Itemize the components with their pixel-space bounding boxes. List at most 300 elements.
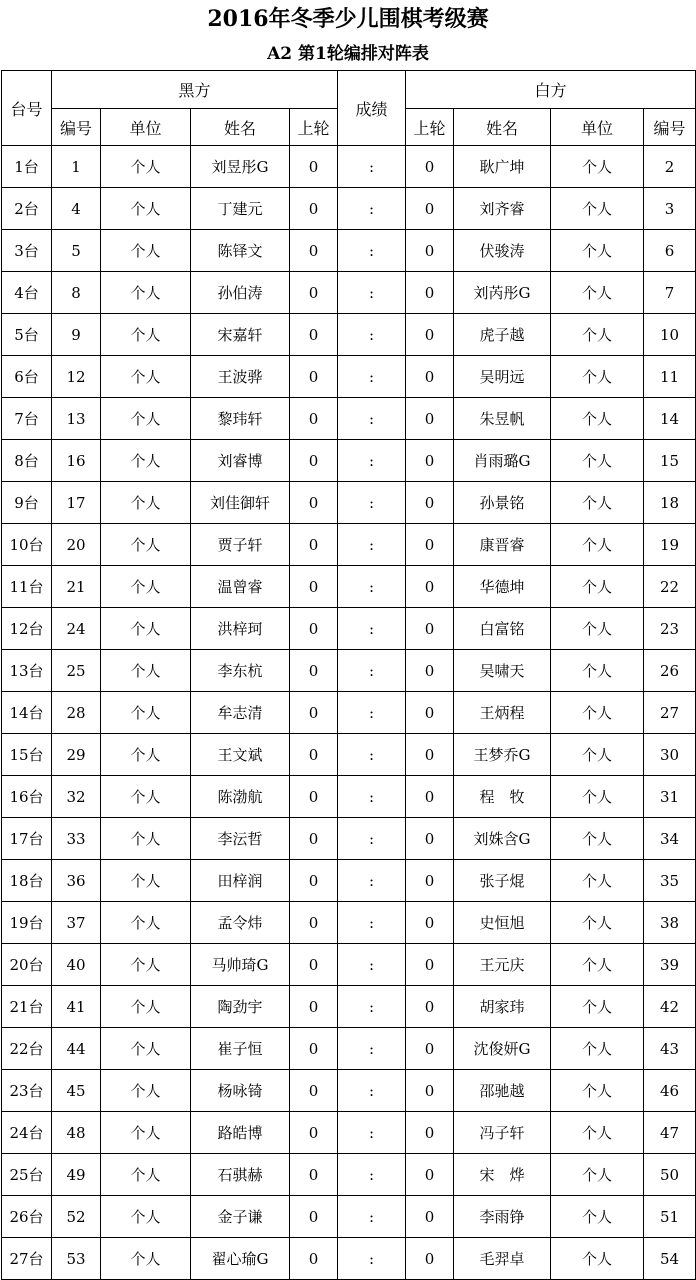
cell-table-no: 22台 xyxy=(2,1028,52,1070)
cell-black-num: 1 xyxy=(52,146,101,188)
cell-table-no: 2台 xyxy=(2,188,52,230)
cell-white-unit: 个人 xyxy=(551,692,644,734)
cell-result: : xyxy=(338,230,406,272)
table-row xyxy=(2,1070,696,1112)
table-row xyxy=(2,944,696,986)
cell-black-prev: 0 xyxy=(290,314,338,356)
cell-result: : xyxy=(338,944,406,986)
cell-white-num: 10 xyxy=(644,314,696,356)
cell-black-name: 刘昱彤G xyxy=(191,146,290,188)
col-black-prev: 上轮 xyxy=(290,109,338,146)
cell-white-unit: 个人 xyxy=(551,650,644,692)
cell-white-num: 7 xyxy=(644,272,696,314)
col-white-unit: 单位 xyxy=(551,109,644,146)
cell-result: : xyxy=(338,1238,406,1280)
cell-black-name: 温曾睿 xyxy=(191,566,290,608)
table-row xyxy=(2,230,696,272)
cell-white-name: 史恒旭 xyxy=(454,902,551,944)
col-white: 白方 xyxy=(406,71,696,109)
cell-black-unit: 个人 xyxy=(101,440,191,482)
cell-white-name: 刘芮彤G xyxy=(454,272,551,314)
cell-black-prev: 0 xyxy=(290,1238,338,1280)
cell-white-prev: 0 xyxy=(406,902,454,944)
cell-white-prev: 0 xyxy=(406,356,454,398)
cell-black-num: 21 xyxy=(52,566,101,608)
cell-black-prev: 0 xyxy=(290,860,338,902)
cell-white-num: 50 xyxy=(644,1154,696,1196)
table-row xyxy=(2,902,696,944)
col-white-name: 姓名 xyxy=(454,109,551,146)
cell-black-prev: 0 xyxy=(290,902,338,944)
cell-white-unit: 个人 xyxy=(551,734,644,776)
cell-table-no: 26台 xyxy=(2,1196,52,1238)
cell-black-name: 李沄哲 xyxy=(191,818,290,860)
cell-black-prev: 0 xyxy=(290,1112,338,1154)
cell-result: : xyxy=(338,566,406,608)
cell-table-no: 4台 xyxy=(2,272,52,314)
cell-white-prev: 0 xyxy=(406,944,454,986)
cell-black-num: 37 xyxy=(52,902,101,944)
cell-white-name: 沈俊妍G xyxy=(454,1028,551,1070)
cell-white-prev: 0 xyxy=(406,1028,454,1070)
col-white-prev: 上轮 xyxy=(406,109,454,146)
table-row xyxy=(2,356,696,398)
cell-black-name: 路皓博 xyxy=(191,1112,290,1154)
cell-black-name: 翟心瑜G xyxy=(191,1238,290,1280)
cell-white-unit: 个人 xyxy=(551,1112,644,1154)
cell-white-unit: 个人 xyxy=(551,986,644,1028)
cell-black-prev: 0 xyxy=(290,608,338,650)
cell-result: : xyxy=(338,1196,406,1238)
cell-white-name: 程 牧 xyxy=(454,776,551,818)
cell-black-name: 宋嘉轩 xyxy=(191,314,290,356)
cell-table-no: 9台 xyxy=(2,482,52,524)
table-row xyxy=(2,524,696,566)
cell-table-no: 14台 xyxy=(2,692,52,734)
cell-black-unit: 个人 xyxy=(101,860,191,902)
col-table-no: 台号 xyxy=(2,71,52,146)
cell-white-num: 3 xyxy=(644,188,696,230)
cell-black-num: 13 xyxy=(52,398,101,440)
table-row xyxy=(2,482,696,524)
cell-white-name: 肖雨璐G xyxy=(454,440,551,482)
cell-white-num: 22 xyxy=(644,566,696,608)
cell-white-prev: 0 xyxy=(406,272,454,314)
cell-black-num: 44 xyxy=(52,1028,101,1070)
cell-black-num: 53 xyxy=(52,1238,101,1280)
table-row xyxy=(2,314,696,356)
cell-black-name: 洪梓珂 xyxy=(191,608,290,650)
cell-table-no: 10台 xyxy=(2,524,52,566)
cell-table-no: 5台 xyxy=(2,314,52,356)
cell-table-no: 8台 xyxy=(2,440,52,482)
cell-table-no: 24台 xyxy=(2,1112,52,1154)
cell-black-num: 41 xyxy=(52,986,101,1028)
cell-result: : xyxy=(338,1154,406,1196)
cell-white-name: 吴啸天 xyxy=(454,650,551,692)
cell-table-no: 17台 xyxy=(2,818,52,860)
cell-white-prev: 0 xyxy=(406,776,454,818)
table-row xyxy=(2,818,696,860)
cell-result: : xyxy=(338,440,406,482)
cell-white-name: 白富铭 xyxy=(454,608,551,650)
table-row xyxy=(2,608,696,650)
cell-white-num: 47 xyxy=(644,1112,696,1154)
cell-black-num: 29 xyxy=(52,734,101,776)
cell-white-name: 华德坤 xyxy=(454,566,551,608)
cell-black-name: 杨咏锜 xyxy=(191,1070,290,1112)
cell-white-num: 19 xyxy=(644,524,696,566)
table-row xyxy=(2,692,696,734)
cell-white-unit: 个人 xyxy=(551,608,644,650)
cell-black-name: 丁建元 xyxy=(191,188,290,230)
cell-black-prev: 0 xyxy=(290,818,338,860)
cell-white-prev: 0 xyxy=(406,860,454,902)
table-row xyxy=(2,1112,696,1154)
cell-black-unit: 个人 xyxy=(101,356,191,398)
cell-result: : xyxy=(338,524,406,566)
table-row xyxy=(2,398,696,440)
cell-table-no: 13台 xyxy=(2,650,52,692)
cell-white-prev: 0 xyxy=(406,608,454,650)
cell-black-name: 李东杭 xyxy=(191,650,290,692)
table-row xyxy=(2,776,696,818)
cell-result: : xyxy=(338,860,406,902)
cell-white-unit: 个人 xyxy=(551,1196,644,1238)
cell-result: : xyxy=(338,314,406,356)
cell-white-prev: 0 xyxy=(406,1112,454,1154)
cell-white-unit: 个人 xyxy=(551,1028,644,1070)
table-row xyxy=(2,566,696,608)
cell-white-unit: 个人 xyxy=(551,818,644,860)
cell-table-no: 12台 xyxy=(2,608,52,650)
cell-white-prev: 0 xyxy=(406,986,454,1028)
cell-white-prev: 0 xyxy=(406,188,454,230)
cell-white-name: 耿广坤 xyxy=(454,146,551,188)
cell-white-name: 王梦乔G xyxy=(454,734,551,776)
cell-black-num: 45 xyxy=(52,1070,101,1112)
cell-black-num: 16 xyxy=(52,440,101,482)
cell-table-no: 18台 xyxy=(2,860,52,902)
cell-white-unit: 个人 xyxy=(551,272,644,314)
cell-black-prev: 0 xyxy=(290,734,338,776)
cell-white-num: 46 xyxy=(644,1070,696,1112)
cell-result: : xyxy=(338,146,406,188)
cell-black-prev: 0 xyxy=(290,356,338,398)
cell-black-prev: 0 xyxy=(290,146,338,188)
cell-table-no: 21台 xyxy=(2,986,52,1028)
header-row-top xyxy=(2,71,696,109)
cell-white-name: 王元庆 xyxy=(454,944,551,986)
cell-black-name: 刘睿博 xyxy=(191,440,290,482)
cell-black-prev: 0 xyxy=(290,524,338,566)
cell-white-name: 康晋睿 xyxy=(454,524,551,566)
cell-white-prev: 0 xyxy=(406,524,454,566)
cell-white-unit: 个人 xyxy=(551,398,644,440)
cell-white-prev: 0 xyxy=(406,818,454,860)
cell-black-prev: 0 xyxy=(290,1028,338,1070)
col-result: 成绩 xyxy=(338,71,406,146)
cell-black-unit: 个人 xyxy=(101,776,191,818)
cell-result: : xyxy=(338,608,406,650)
cell-white-num: 18 xyxy=(644,482,696,524)
cell-black-name: 孟令炜 xyxy=(191,902,290,944)
table-row xyxy=(2,1028,696,1070)
cell-black-prev: 0 xyxy=(290,272,338,314)
cell-white-name: 刘姝含G xyxy=(454,818,551,860)
cell-black-name: 王波骅 xyxy=(191,356,290,398)
cell-black-num: 17 xyxy=(52,482,101,524)
col-black-num: 编号 xyxy=(52,109,101,146)
cell-black-num: 25 xyxy=(52,650,101,692)
cell-black-num: 49 xyxy=(52,1154,101,1196)
table-row xyxy=(2,440,696,482)
cell-black-name: 刘佳御轩 xyxy=(191,482,290,524)
cell-black-name: 石骐赫 xyxy=(191,1154,290,1196)
cell-result: : xyxy=(338,1028,406,1070)
cell-white-name: 胡家玮 xyxy=(454,986,551,1028)
cell-black-name: 田梓润 xyxy=(191,860,290,902)
pairing-rows xyxy=(2,146,696,1280)
cell-white-unit: 个人 xyxy=(551,230,644,272)
cell-white-unit: 个人 xyxy=(551,146,644,188)
cell-table-no: 7台 xyxy=(2,398,52,440)
table-row xyxy=(2,860,696,902)
cell-black-name: 陈铎文 xyxy=(191,230,290,272)
cell-black-unit: 个人 xyxy=(101,944,191,986)
cell-white-name: 宋 烨 xyxy=(454,1154,551,1196)
cell-black-num: 24 xyxy=(52,608,101,650)
cell-result: : xyxy=(338,1112,406,1154)
cell-black-num: 5 xyxy=(52,230,101,272)
cell-table-no: 19台 xyxy=(2,902,52,944)
cell-white-prev: 0 xyxy=(406,440,454,482)
cell-white-unit: 个人 xyxy=(551,566,644,608)
cell-black-name: 金子谦 xyxy=(191,1196,290,1238)
cell-table-no: 20台 xyxy=(2,944,52,986)
cell-black-unit: 个人 xyxy=(101,608,191,650)
cell-white-num: 43 xyxy=(644,1028,696,1070)
cell-black-prev: 0 xyxy=(290,1196,338,1238)
cell-white-unit: 个人 xyxy=(551,524,644,566)
table-row xyxy=(2,188,696,230)
cell-white-prev: 0 xyxy=(406,1196,454,1238)
cell-white-prev: 0 xyxy=(406,1238,454,1280)
table-row xyxy=(2,1238,696,1280)
cell-black-name: 孙伯涛 xyxy=(191,272,290,314)
cell-black-num: 4 xyxy=(52,188,101,230)
cell-result: : xyxy=(338,692,406,734)
table-row xyxy=(2,1196,696,1238)
cell-white-name: 冯子轩 xyxy=(454,1112,551,1154)
cell-white-prev: 0 xyxy=(406,482,454,524)
cell-black-num: 48 xyxy=(52,1112,101,1154)
cell-white-num: 30 xyxy=(644,734,696,776)
cell-table-no: 16台 xyxy=(2,776,52,818)
cell-white-unit: 个人 xyxy=(551,188,644,230)
cell-black-prev: 0 xyxy=(290,482,338,524)
cell-black-unit: 个人 xyxy=(101,1196,191,1238)
cell-result: : xyxy=(338,188,406,230)
table-row xyxy=(2,1154,696,1196)
cell-white-unit: 个人 xyxy=(551,902,644,944)
cell-white-num: 54 xyxy=(644,1238,696,1280)
cell-white-num: 2 xyxy=(644,146,696,188)
cell-white-prev: 0 xyxy=(406,314,454,356)
table-row xyxy=(2,734,696,776)
cell-white-prev: 0 xyxy=(406,1070,454,1112)
cell-result: : xyxy=(338,356,406,398)
cell-black-unit: 个人 xyxy=(101,1070,191,1112)
table-row xyxy=(2,650,696,692)
cell-black-unit: 个人 xyxy=(101,1154,191,1196)
cell-table-no: 3台 xyxy=(2,230,52,272)
cell-white-name: 李雨铮 xyxy=(454,1196,551,1238)
cell-white-unit: 个人 xyxy=(551,860,644,902)
cell-white-name: 伏骏涛 xyxy=(454,230,551,272)
cell-white-num: 39 xyxy=(644,944,696,986)
col-black-unit: 单位 xyxy=(101,109,191,146)
cell-black-prev: 0 xyxy=(290,1070,338,1112)
cell-white-num: 11 xyxy=(644,356,696,398)
cell-white-unit: 个人 xyxy=(551,776,644,818)
cell-black-num: 20 xyxy=(52,524,101,566)
cell-white-unit: 个人 xyxy=(551,314,644,356)
cell-black-name: 马帅琦G xyxy=(191,944,290,986)
cell-black-num: 8 xyxy=(52,272,101,314)
cell-black-prev: 0 xyxy=(290,776,338,818)
cell-white-prev: 0 xyxy=(406,734,454,776)
cell-black-prev: 0 xyxy=(290,692,338,734)
cell-black-unit: 个人 xyxy=(101,272,191,314)
cell-black-prev: 0 xyxy=(290,650,338,692)
cell-table-no: 27台 xyxy=(2,1238,52,1280)
cell-black-unit: 个人 xyxy=(101,566,191,608)
cell-white-name: 张子焜 xyxy=(454,860,551,902)
cell-black-unit: 个人 xyxy=(101,650,191,692)
cell-black-name: 贾子轩 xyxy=(191,524,290,566)
cell-black-num: 28 xyxy=(52,692,101,734)
cell-black-unit: 个人 xyxy=(101,734,191,776)
cell-white-name: 朱昱帆 xyxy=(454,398,551,440)
cell-white-name: 邵驰越 xyxy=(454,1070,551,1112)
cell-white-name: 刘齐睿 xyxy=(454,188,551,230)
cell-black-unit: 个人 xyxy=(101,1112,191,1154)
document-subtitle: A2 第1轮编排对阵表 xyxy=(267,44,429,64)
cell-black-unit: 个人 xyxy=(101,146,191,188)
cell-white-prev: 0 xyxy=(406,398,454,440)
cell-white-num: 31 xyxy=(644,776,696,818)
cell-black-name: 陈渤航 xyxy=(191,776,290,818)
cell-white-num: 23 xyxy=(644,608,696,650)
cell-white-num: 26 xyxy=(644,650,696,692)
cell-white-unit: 个人 xyxy=(551,482,644,524)
cell-white-num: 14 xyxy=(644,398,696,440)
pairing-table xyxy=(1,70,696,1280)
cell-white-name: 王炳程 xyxy=(454,692,551,734)
cell-white-prev: 0 xyxy=(406,1154,454,1196)
col-white-num: 编号 xyxy=(644,109,696,146)
cell-white-prev: 0 xyxy=(406,230,454,272)
col-black: 黑方 xyxy=(52,71,338,109)
cell-black-unit: 个人 xyxy=(101,230,191,272)
cell-black-prev: 0 xyxy=(290,188,338,230)
cell-white-num: 38 xyxy=(644,902,696,944)
cell-result: : xyxy=(338,398,406,440)
cell-white-num: 27 xyxy=(644,692,696,734)
cell-black-unit: 个人 xyxy=(101,1238,191,1280)
cell-white-prev: 0 xyxy=(406,146,454,188)
cell-black-num: 52 xyxy=(52,1196,101,1238)
cell-table-no: 23台 xyxy=(2,1070,52,1112)
cell-black-unit: 个人 xyxy=(101,986,191,1028)
cell-white-unit: 个人 xyxy=(551,440,644,482)
cell-black-num: 36 xyxy=(52,860,101,902)
table-row xyxy=(2,146,696,188)
cell-black-prev: 0 xyxy=(290,986,338,1028)
cell-result: : xyxy=(338,650,406,692)
cell-white-prev: 0 xyxy=(406,692,454,734)
cell-white-prev: 0 xyxy=(406,566,454,608)
cell-white-num: 35 xyxy=(644,860,696,902)
cell-black-unit: 个人 xyxy=(101,314,191,356)
cell-result: : xyxy=(338,272,406,314)
table-row xyxy=(2,272,696,314)
cell-white-num: 34 xyxy=(644,818,696,860)
cell-result: : xyxy=(338,818,406,860)
cell-black-unit: 个人 xyxy=(101,1028,191,1070)
cell-black-name: 崔子恒 xyxy=(191,1028,290,1070)
cell-result: : xyxy=(338,734,406,776)
cell-result: : xyxy=(338,776,406,818)
table-row xyxy=(2,986,696,1028)
cell-black-num: 32 xyxy=(52,776,101,818)
cell-black-prev: 0 xyxy=(290,944,338,986)
cell-white-unit: 个人 xyxy=(551,356,644,398)
cell-black-num: 9 xyxy=(52,314,101,356)
cell-table-no: 11台 xyxy=(2,566,52,608)
cell-table-no: 25台 xyxy=(2,1154,52,1196)
cell-black-unit: 个人 xyxy=(101,398,191,440)
cell-white-num: 42 xyxy=(644,986,696,1028)
cell-table-no: 1台 xyxy=(2,146,52,188)
cell-white-name: 孙景铭 xyxy=(454,482,551,524)
cell-black-unit: 个人 xyxy=(101,482,191,524)
cell-black-name: 黎玮轩 xyxy=(191,398,290,440)
cell-black-name: 陶劲宇 xyxy=(191,986,290,1028)
cell-white-name: 虎子越 xyxy=(454,314,551,356)
document-title: 2016年冬季少儿围棋考级赛 xyxy=(207,6,489,32)
cell-black-prev: 0 xyxy=(290,398,338,440)
cell-result: : xyxy=(338,902,406,944)
cell-black-unit: 个人 xyxy=(101,902,191,944)
cell-white-num: 6 xyxy=(644,230,696,272)
cell-black-prev: 0 xyxy=(290,566,338,608)
cell-result: : xyxy=(338,482,406,524)
cell-white-num: 15 xyxy=(644,440,696,482)
cell-black-unit: 个人 xyxy=(101,818,191,860)
cell-black-unit: 个人 xyxy=(101,188,191,230)
cell-black-unit: 个人 xyxy=(101,692,191,734)
cell-result: : xyxy=(338,1070,406,1112)
cell-white-unit: 个人 xyxy=(551,944,644,986)
cell-black-num: 33 xyxy=(52,818,101,860)
cell-black-unit: 个人 xyxy=(101,524,191,566)
cell-table-no: 15台 xyxy=(2,734,52,776)
cell-white-name: 吴明远 xyxy=(454,356,551,398)
cell-result: : xyxy=(338,986,406,1028)
cell-white-num: 51 xyxy=(644,1196,696,1238)
